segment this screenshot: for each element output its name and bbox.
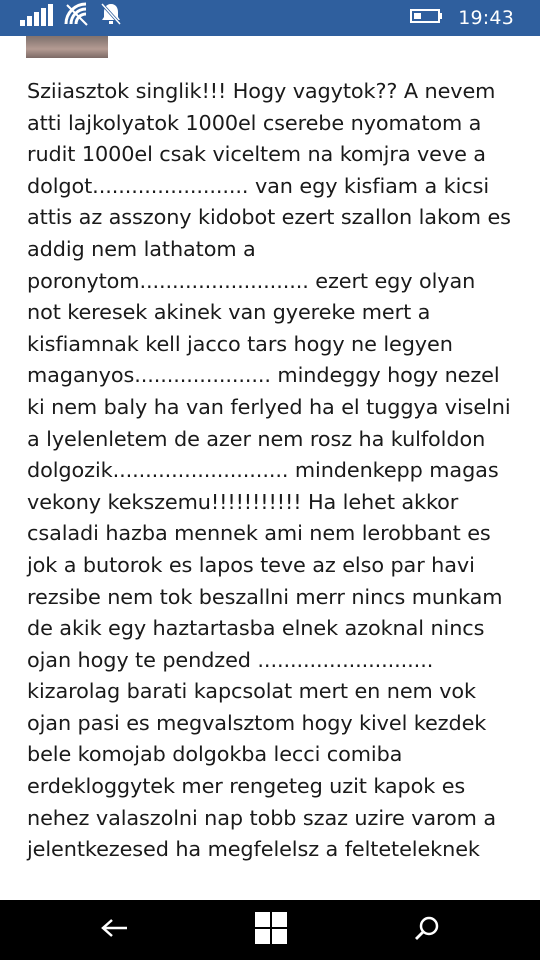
navigation-bar (0, 900, 540, 960)
battery-icon (410, 8, 444, 28)
quiet-hours-icon (100, 2, 122, 30)
status-icons (20, 6, 122, 30)
post-content[interactable] (0, 36, 540, 900)
status-time: 19:43 (458, 7, 514, 29)
wifi-icon (64, 2, 90, 30)
back-button[interactable] (80, 900, 150, 960)
avatar[interactable] (26, 36, 108, 58)
search-button[interactable] (392, 900, 462, 960)
post-body-text: Sziiasztok singlik!!! Hogy vagytok?? A nevem atti lajkolyatok 1000el cserebe nyomatom a rudit 1000el csak viceltem na komjra veve a dolgot........................ van egy kisfiam a kicsi attis az asszony kidobot ezert szallon lakom es addig nem lathatom a poronytom.......................... ezert egy olyan not keresek akinek van gyereke mert a kisfiamnak kell jacco tars hogy ne legyen maganyos..................... mindeggy hogy nezel ki nem baly ha van ferlyed ha el tuggya viselni a lyelenletem de azer nem rosz ha kulfoldon dolgozik........................... mindenkepp magas vekony kekszemu!!!!!!!!!!! Ha lehet akkor csaladi hazba mennek ami nem lerobbant es jok a butorok es lapos teve az elso par havi rezsibe nem tok beszallni merr nincs munkam de akik egy haztartasba elnek azoknal nincs ojan hogy te pendzed ........................... kizarolag barati kapcsolat mert en nem vok ojan pasi es megvalsztom hogy kivel kezdek bele komojab dolgokba lecci comiba erdekloggytek mer rengeteg uzit kapok es nehez valaszolni nap tobb szaz uzire varom a jelentkezesed ha megfelelsz a felteteleknek (27, 79, 511, 862)
status-right (410, 0, 514, 36)
windows-start-icon (255, 912, 287, 948)
start-button[interactable] (236, 900, 306, 960)
search-icon (414, 915, 440, 945)
back-arrow-icon (101, 918, 129, 942)
status-bar (0, 0, 540, 36)
signal-icon (20, 4, 56, 30)
